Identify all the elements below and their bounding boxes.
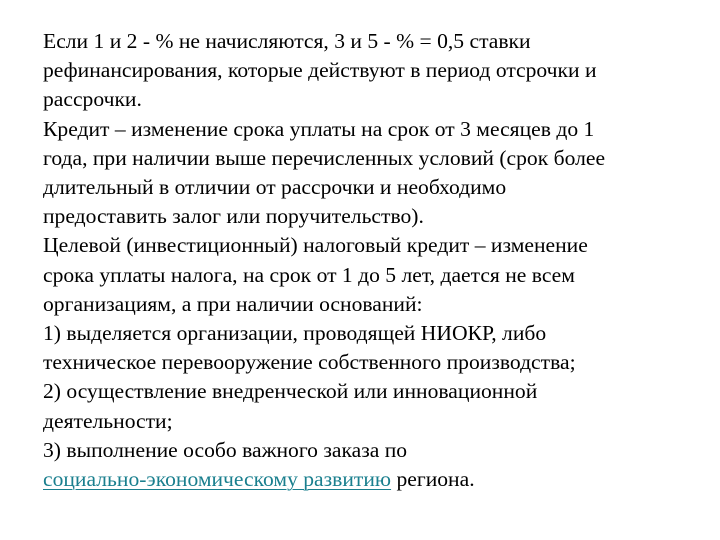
- text-line-with-link: [43, 465, 693, 494]
- text-line: техническое перевооружение собственного производства;: [43, 350, 576, 375]
- text-line: Если 1 и 2 - % не начисляются, 3 и 5 - % = 0,5 ставки: [43, 29, 531, 53]
- socio-economic-development-link[interactable]: социально-экономическому развитию: [43, 467, 392, 492]
- text-line: Целевой (инвестиционный) налоговый кредит – изменение: [43, 233, 588, 258]
- text-line: рефинансирования, которые действуют в период отсрочки и: [43, 58, 597, 83]
- text-line: года, при наличии выше перечисленных условий (срок более: [43, 145, 606, 170]
- text-line: Кредит – изменение срока уплаты на срок от 3 месяцев до 1: [43, 116, 595, 141]
- text-line: срока уплаты налога, на срок от 1 до 5 лет, дается не всем: [43, 262, 575, 287]
- document-body: [43, 27, 693, 494]
- text-line: предоставить залог или поручительство).: [43, 204, 424, 229]
- trailing-text: региона.: [391, 467, 475, 492]
- text-line: деятельности;: [43, 408, 173, 433]
- list-item-2: 2) осуществление внедренческой или инновационной: [43, 379, 538, 404]
- paragraph-credit: [43, 115, 693, 232]
- list-item-1: 1) выделяется организации, проводящей НИОКР, либо: [43, 321, 547, 346]
- paragraph-interest-rates: [43, 27, 693, 115]
- text-line: организациям, а при наличии оснований:: [43, 291, 423, 316]
- paragraph-investment-credit: [43, 231, 693, 494]
- list-item-3: 3) выполнение особо важного заказа по: [43, 437, 408, 462]
- text-line: длительный в отличии от рассрочки и необходимо: [43, 175, 507, 200]
- text-line: рассрочки.: [43, 87, 142, 112]
